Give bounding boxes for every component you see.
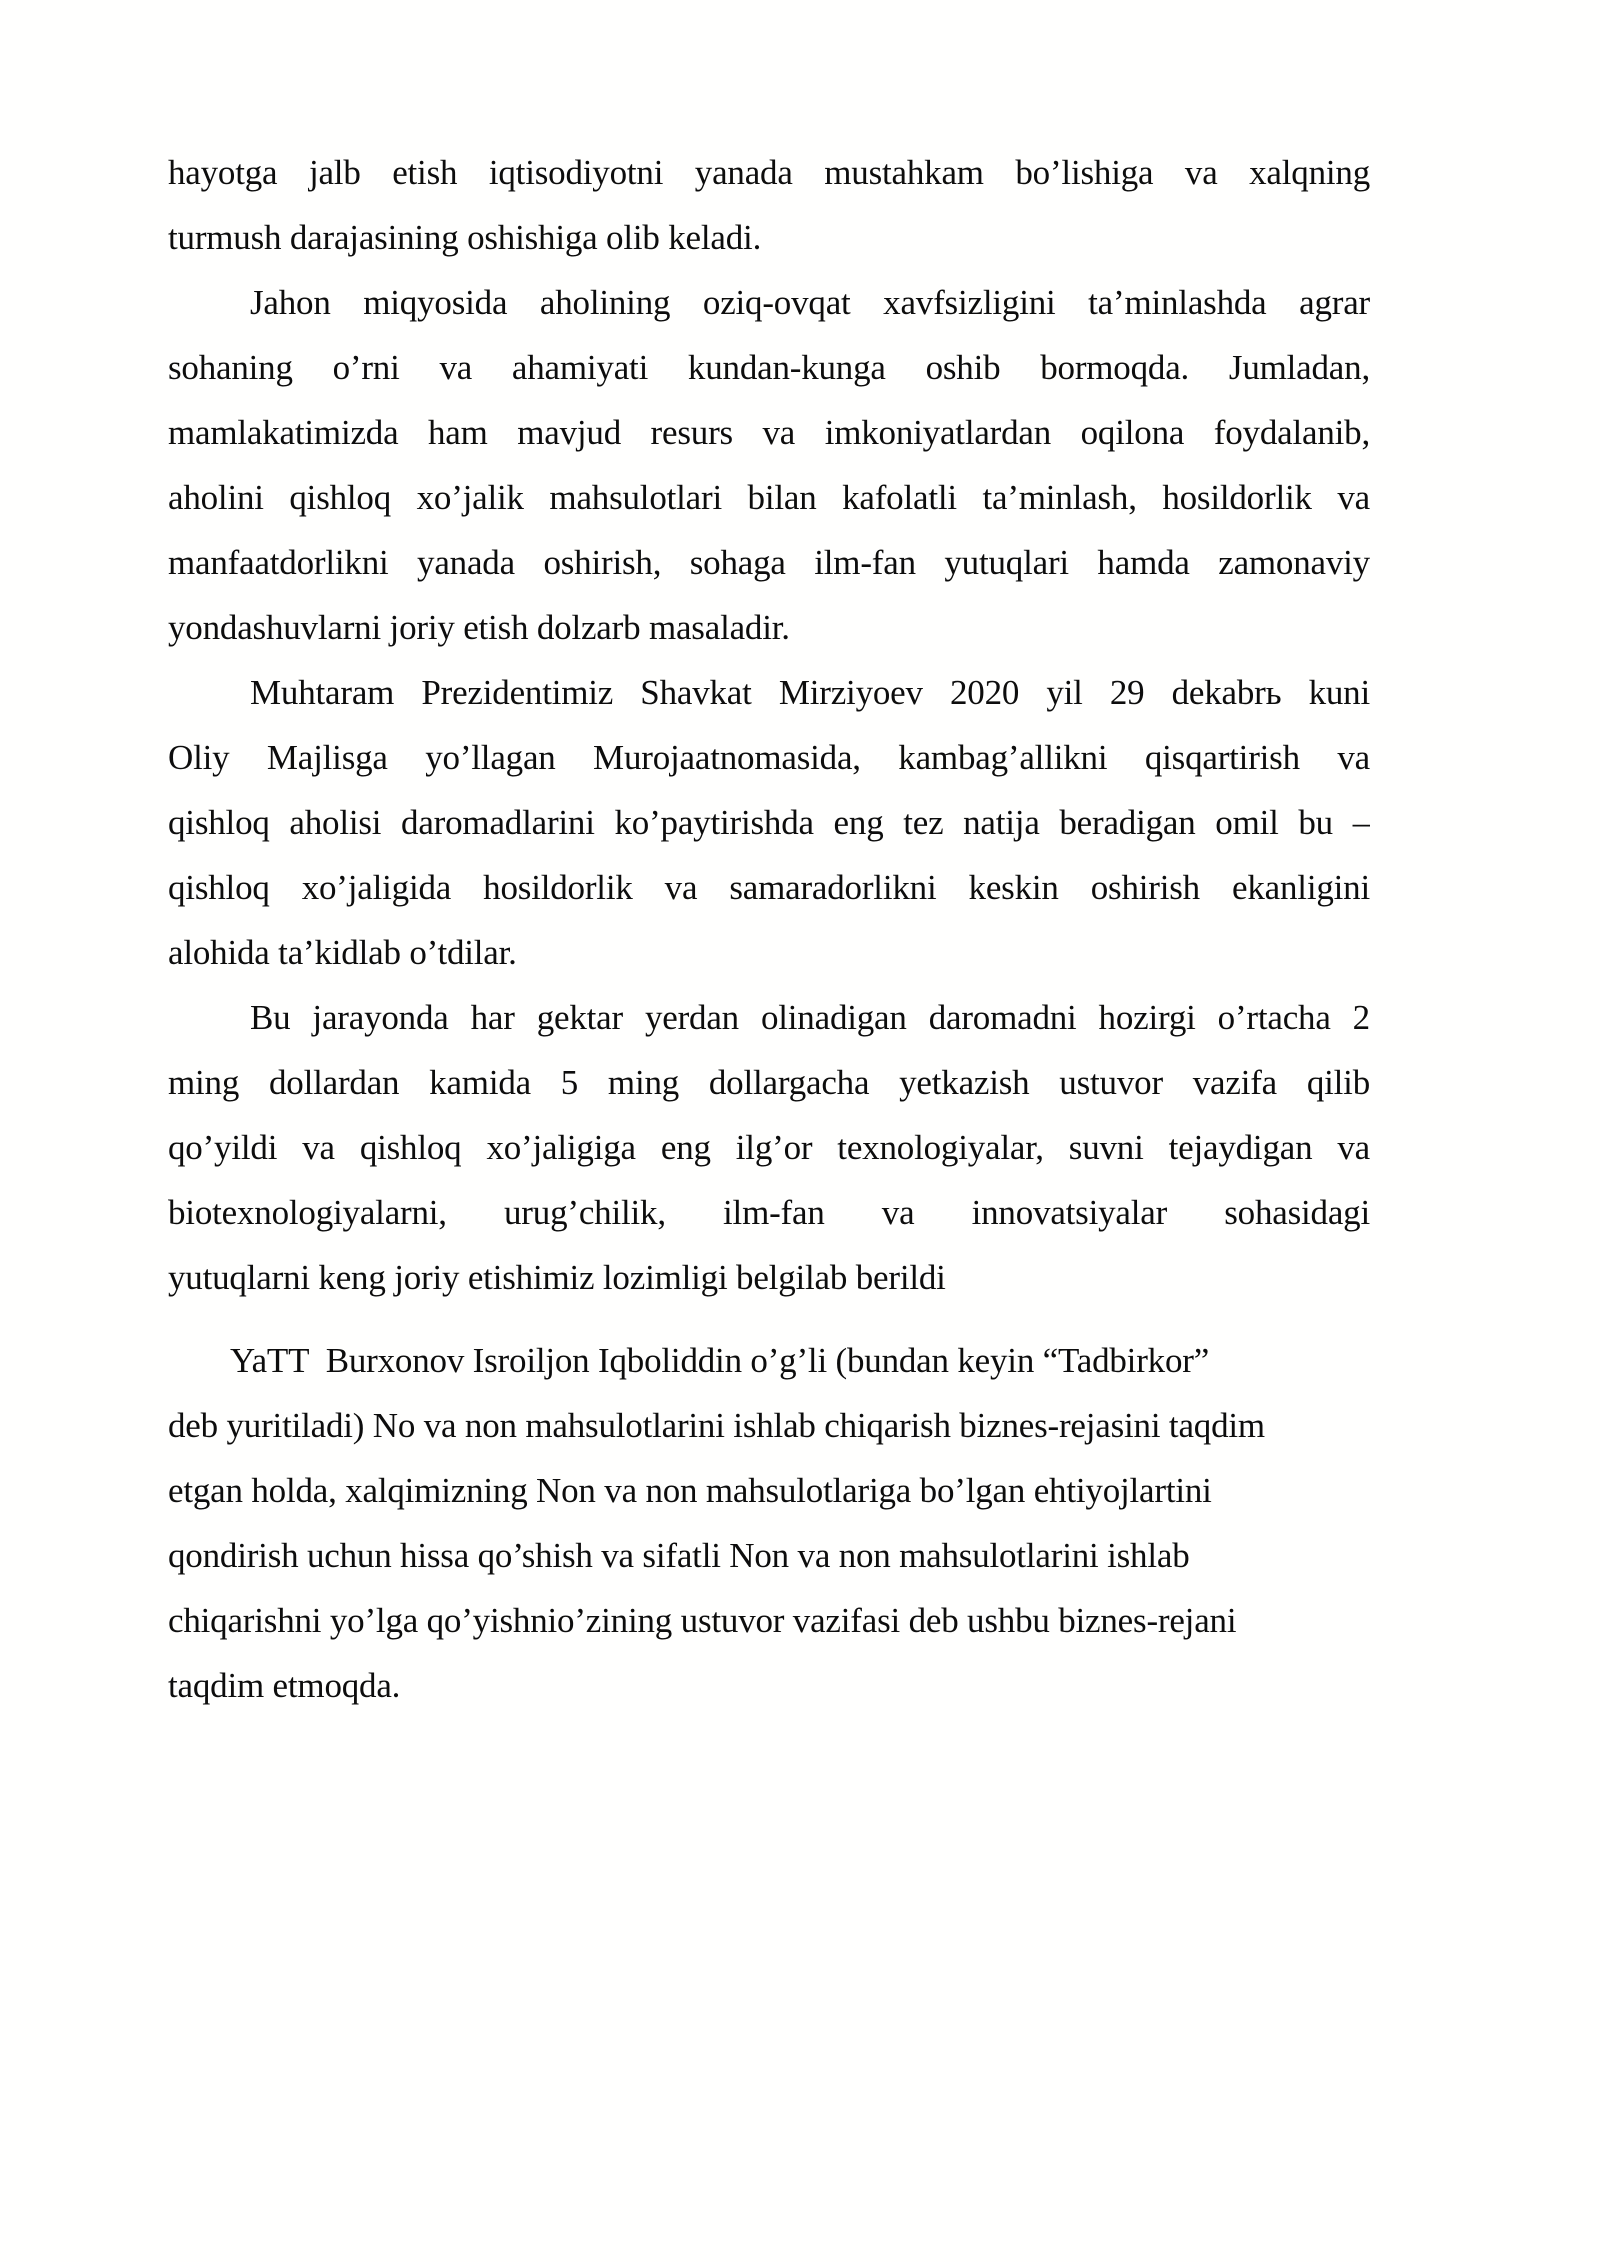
paragraph-5 bbox=[168, 1328, 1370, 1718]
text-line: qo’yildi va qishloq xo’jaligiga eng ilg’or texnologiyalar, suvni tejaydigan va bbox=[168, 1128, 1370, 1167]
text-line: hayotga jalb etish iqtisodiyotni yanada mustahkam bo’lishiga va xalqning bbox=[168, 153, 1370, 192]
text-line: Muhtaram Prezidentimiz Shavkat Mirziyoev 2020 yil 29 dekabrь kuni bbox=[250, 673, 1370, 712]
text-line: etgan holda, xalqimizning Non va non mahsulotlariga bo’lgan ehtiyojlartini bbox=[168, 1471, 1212, 1510]
text-line: qishloq aholisi daromadlarini ko’paytirishda eng tez natija beradigan omil bu – bbox=[168, 803, 1370, 842]
text-line: mamlakatimizda ham mavjud resurs va imkoniyatlardan oqilona foydalanib, bbox=[168, 413, 1370, 452]
text-line: turmush darajasining oshishiga olib keladi. bbox=[168, 218, 762, 257]
text-line: yondashuvlarni joriy etish dolzarb masaladir. bbox=[168, 608, 790, 647]
paragraph-4 bbox=[168, 985, 1370, 1310]
text-line: aholini qishloq xo’jalik mahsulotlari bilan kafolatli ta’minlash, hosildorlik va bbox=[168, 478, 1370, 517]
text-line: qishloq xo’jaligida hosildorlik va samaradorlikni keskin oshirish ekanligini bbox=[168, 868, 1370, 907]
text-line: YaTT Burxonov Isroiljon Iqboliddin o’g’li (bundan keyin “Tadbirkor” bbox=[230, 1341, 1210, 1380]
text-block bbox=[168, 140, 1370, 1718]
text-line: alohida ta’kidlab o’tdilar. bbox=[168, 933, 517, 972]
text-line: Bu jarayonda har gektar yerdan olinadigan daromadni hozirgi o’rtacha 2 bbox=[250, 998, 1370, 1037]
text-line: biotexnologiyalarni, urug’chilik, ilm-fan va innovatsiyalar sohasidagi bbox=[168, 1193, 1370, 1232]
text-line: taqdim etmoqda. bbox=[168, 1666, 401, 1705]
paragraph-3 bbox=[168, 660, 1370, 985]
text-line: deb yuritiladi) No va non mahsulotlarini ishlab chiqarish biznes-rejasini taqdim bbox=[168, 1406, 1265, 1445]
paragraph-1 bbox=[168, 140, 1370, 270]
paragraph-2 bbox=[168, 270, 1370, 660]
text-line: chiqarishni yo’lga qo’yishnio’zining ustuvor vazifasi deb ushbu biznes-rejani bbox=[168, 1601, 1237, 1640]
text-line: qondirish uchun hissa qo’shish va sifatli Non va non mahsulotlarini ishlab bbox=[168, 1536, 1190, 1575]
text-line: Oliy Majlisga yo’llagan Murojaatnomasida, kambag’allikni qisqartirish va bbox=[168, 738, 1370, 777]
text-line: sohaning o’rni va ahamiyati kundan-kunga oshib bormoqda. Jumladan, bbox=[168, 348, 1370, 387]
text-line: yutuqlarni keng joriy etishimiz lozimligi belgilab berildi bbox=[168, 1258, 946, 1297]
text-line: Jahon miqyosida aholining oziq-ovqat xavfsizligini ta’minlashda agrar bbox=[250, 283, 1370, 322]
text-line: ming dollardan kamida 5 ming dollargacha yetkazish ustuvor vazifa qilib bbox=[168, 1063, 1370, 1102]
text-line: manfaatdorlikni yanada oshirish, sohaga ilm-fan yutuqlari hamda zamonaviy bbox=[168, 543, 1370, 582]
